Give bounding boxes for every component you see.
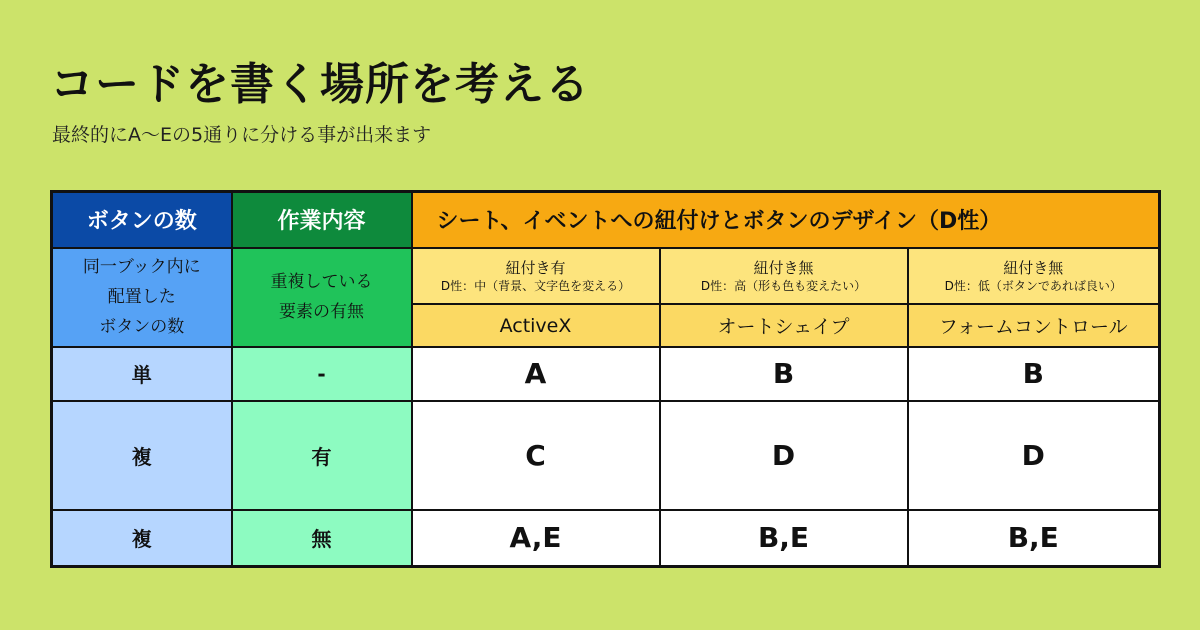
header-binding-design: シート、イベントへの紐付けとボタンのデザイン（D性） (412, 192, 1160, 248)
autoshape-design: D性：高（形も色も変えたい） (700, 279, 867, 294)
header-work: 作業内容 (232, 192, 412, 248)
autoshape-binding: 紐付き無 (753, 259, 814, 278)
subheader-formcontrol-desc (908, 248, 1160, 304)
row1-autoshape: B (660, 347, 908, 401)
row1-count: 単 (52, 347, 232, 401)
type-formcontrol: フォームコントロール (908, 304, 1160, 346)
row3-formcontrol: B,E (908, 510, 1160, 567)
activex-binding: 紐付き有 (505, 259, 566, 278)
type-activex: ActiveX (412, 304, 660, 346)
row3-work: 無 (232, 510, 412, 567)
table-subheader-row (52, 248, 1160, 304)
subheader-button-count-line3: ボタンの数 (99, 317, 185, 338)
formcontrol-design: D性：低（ボタンであれば良い） (944, 279, 1122, 294)
subheader-work (232, 248, 412, 347)
activex-design: D性：中（背景、文字色を変える） (440, 279, 631, 294)
row3-autoshape: B,E (660, 510, 908, 567)
row2-formcontrol: D (908, 401, 1160, 510)
table-row (52, 510, 1160, 567)
subheader-autoshape-desc (660, 248, 908, 304)
subheader-button-count (52, 248, 232, 347)
formcontrol-binding: 紐付き無 (1003, 259, 1064, 278)
subheader-activex-desc (412, 248, 660, 304)
subheader-button-count-line2: 配置した (107, 287, 176, 308)
row1-formcontrol: B (908, 347, 1160, 401)
table-header-row (52, 192, 1160, 248)
subheader-work-line1: 重複している (270, 272, 373, 293)
subheader-work-line2: 要素の有無 (279, 302, 364, 323)
table-row (52, 401, 1160, 510)
comparison-table (50, 190, 1161, 568)
table-row (52, 347, 1160, 401)
header-button-count: ボタンの数 (52, 192, 232, 248)
row3-count: 複 (52, 510, 232, 567)
page-subtitle: 最終的にA〜Eの5通りに分ける事が出来ます (52, 124, 432, 146)
row2-autoshape: D (660, 401, 908, 510)
row2-count: 複 (52, 401, 232, 510)
type-autoshape: オートシェイプ (660, 304, 908, 346)
subheader-button-count-line1: 同一ブック内に (82, 257, 201, 278)
row2-work: 有 (232, 401, 412, 510)
row3-activex: A,E (412, 510, 660, 567)
page-title: コードを書く場所を考える (50, 59, 590, 110)
row1-activex: A (412, 347, 660, 401)
row2-activex: C (412, 401, 660, 510)
row1-work: - (232, 347, 412, 401)
